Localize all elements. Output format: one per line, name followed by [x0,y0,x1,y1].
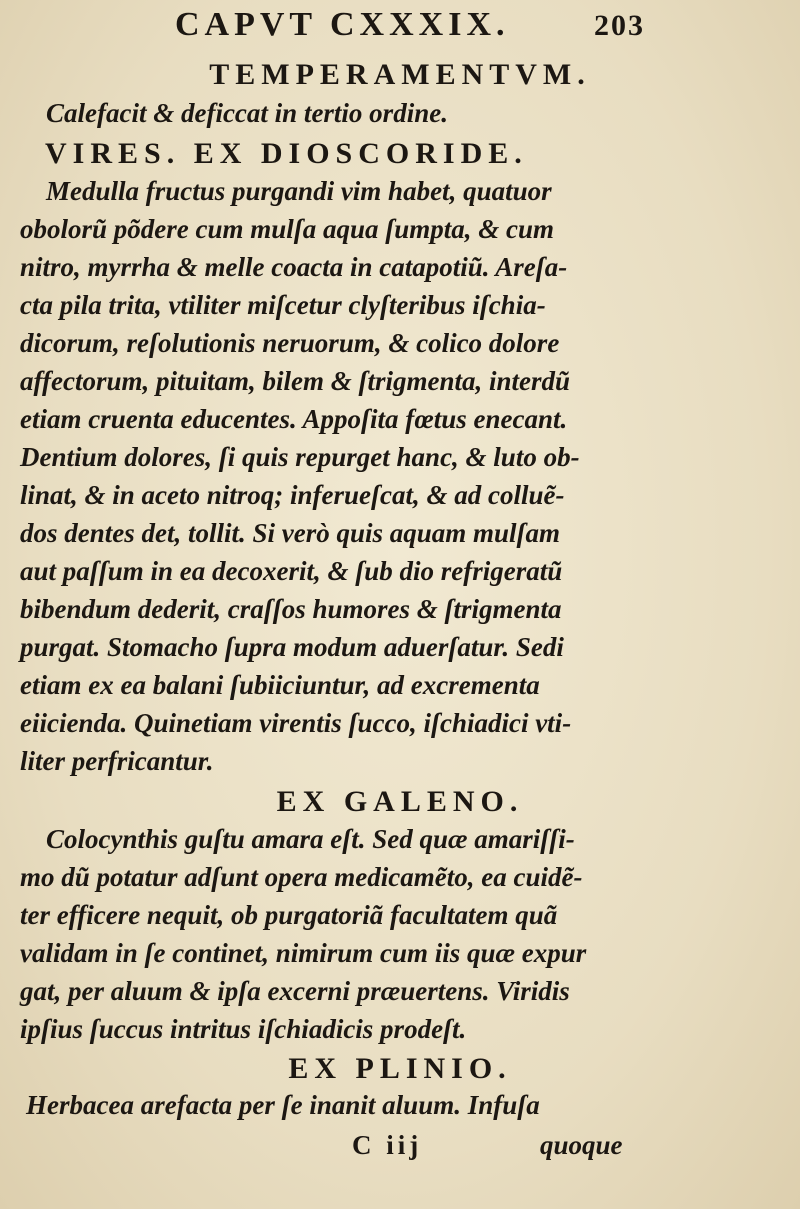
text-line: Colocynthis guſtu amara eſt. Sed quæ amariſſi- [46,824,575,854]
text-line: dos dentes det, tollit. Si verò quis aquam mulſam [20,518,561,548]
text-line: purgat. Stomacho ſupra modum aduerſatur. Sedi [20,632,564,662]
text-line: Dentium dolores, ſi quis repurget hanc, & luto ob- [20,442,580,472]
text-line: liter perfricantur. [20,746,214,776]
text-line: etiam cruenta educentes. Appoſita fœtus enecant. [20,404,568,434]
running-head [175,6,645,44]
text-line: bibendum dederit, craſſos humores & ſtrigmenta [20,594,562,624]
text-line: nitro, myrrha & melle coacta in catapotiũ. Areſa- [20,252,568,282]
text-line: linat, & in aceto nitroq; inferueſcat, & ad colluẽ- [20,480,565,510]
text-line: eiicienda. Quinetiam virentis ſucco, iſchiadici vti- [20,708,572,738]
text-line: ipſius ſuccus intritus iſchiadicis prodeſt. [20,1014,467,1044]
text-line: etiam ex ea balani ſubiiciuntur, ad excrementa [20,670,540,700]
text-line: gat, per aluum & ipſa excerni præuertens. Viridis [20,976,570,1006]
catchword: quoque [540,1130,623,1160]
signature-mark: C iij [352,1130,423,1160]
heading-ex-galeno: EX GALENO. [276,785,524,818]
chapter-title: CAPVT CXXXIX. [175,6,510,43]
text-line: cta pila trita, vtiliter miſcetur clyſteribus iſchia- [20,290,546,320]
page-footer [0,1130,800,1170]
text-line: Herbacea arefacta per ſe inanit aluum. Infuſa [26,1090,540,1120]
text-line: validam in ſe continet, nimirum cum iis quæ expur [20,938,587,968]
text-line: Medulla fructus purgandi vim habet, quatuor [46,176,552,206]
text-line: ter efficere nequit, ob purgatoriã facultatem quã [20,900,558,930]
text-line: aut paſſum in ea decoxerit, & ſub dio refrigeratũ [20,556,563,586]
text-line: affectorum, pituitam, bilem & ſtrigmenta, interdũ [20,366,571,396]
text-line: obolorũ põdere cum mulſa aqua ſumpta, & cum [20,214,555,244]
text-line: dicorum, reſolutionis neruorum, & colico dolore [20,328,560,358]
temperamentum-text: Calefacit & deficcat in tertio ordine. [46,98,448,128]
text-line: mo dũ potatur adſunt opera medicamẽto, ea cuidẽ- [20,862,583,892]
heading-vires-dioscoride: VIRES. EX DIOSCORIDE. [45,137,528,170]
heading-temperamentum: TEMPERAMENTVM. [209,58,591,91]
page-number: 203 [594,9,645,42]
heading-ex-plinio: EX PLINIO. [288,1052,512,1085]
